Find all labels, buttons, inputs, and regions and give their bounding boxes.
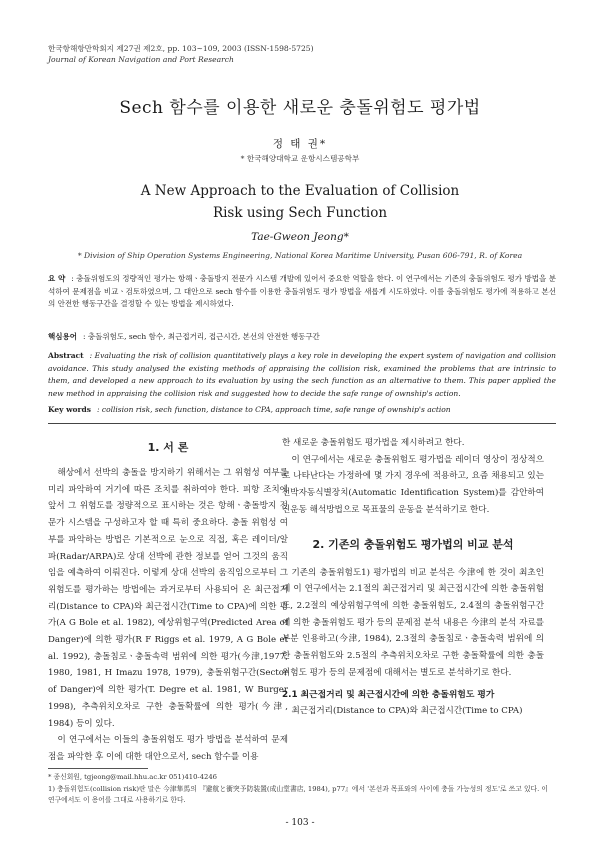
title-english-line1: A New Approach to the Evaluation of Collision: [140, 183, 460, 199]
abstract-english-label: Abstract: [48, 351, 84, 360]
section-1-heading: 1. 서 론: [147, 441, 189, 454]
journal-name-en: Journal of Korean Navigation and Port Research: [48, 55, 234, 64]
footnote-2: 1) 충돌위험도(collision risk)란 말은 今津隼馬의 『避航と衝突予防装置(成山堂書店, 1984), p77』에서 '본선과 목표와의 사이에 충돌 가능성의 정도'로 쓰고 있다. 이 연구에서도 이 용어를 그대로 사용하기로 한다.: [48, 785, 548, 804]
footnote-divider: [48, 768, 148, 769]
left-column: [48, 433, 288, 766]
title-korean: Sech 함수를 이용한 새로운 충돌위험도 평가법: [119, 98, 481, 118]
abstract-english-text: : Evaluating the risk of collision quantitatively plays a key role in developing the expert system of navigation and collision avoidance. This study analysed the existing methods of appraising the collision risk, examined the problems that are intrinsic to them, and developed a new approach to its evaluation by using the sech function as an alternative to them. This paper applied the new method in appraising the collision risk and suggested how to decide the safe range of ownship's action.: [48, 351, 556, 398]
keywords-korean-label: 핵심용어: [48, 332, 77, 341]
keywords-english-text: : collision risk, sech function, distance to CPA, approach time, safe range of ownship's action: [96, 405, 451, 414]
journal-citation: 한국항해항만학회지 제27권 제2호, pp. 103~109, 2003 (ISSN-1598-5725): [48, 44, 314, 53]
affiliation-korean: * 한국해양대학교 운항시스템공학부: [240, 154, 360, 163]
section-1-paragraph-4: 이 연구에서는 새로운 충돌위험도 평가법을 레이더 영상이 정상적으로 나타난다는 가정하에 몇 가지 경우에 적용하고, 요즘 채용되고 있는 선박자동식별장치(Automatic Identification System)를 감안하여 진운동 해석방법으로 목표물의 운동을 분석하기로 한다.: [282, 454, 544, 515]
abstract-korean-text: : 충돌위험도의 정량적인 평가는 항해ㆍ충돌방지 전문가 시스템 개발에 있어서 중요한 역할을 한다. 이 연구에서는 기존의 충돌위험도 평가 방법을 분석하여 문제점을 비교ㆍ검토하였으며, 그 대안으로 sech 함수를 이용한 충돌위험도 평가 방법을 새롭게 시도하였다. 이를 충돌위험도 평가에 적용하고 본선의 안전한 행동구간을 결정할 수 있는 방법을 제시하였다.: [48, 274, 556, 308]
title-english: [0, 180, 600, 224]
affiliation-english: * Division of Ship Operation Systems Engineering, National Korea Maritime University, Pusan 606-791, R. of Korea: [77, 251, 523, 260]
section-2-paragraph-1: 기존의 충돌위험도1) 평가법의 비교 분석은 今津에 한 것이 최초인데 이 연구에서는 2.1절의 최근접거리 및 최근접시간에 의한 충돌위험도, 2.2절의 예상위험구역에 의한 충돌위험도, 2.4절의 충돌위험구간에 의한 충돌위험도 평가 등의 문제점 분석 내용은 今津의 분석 자료를 부분 인용하고(今津, 1984), 2.3절의 충돌침로ㆍ충돌속력 범위에 의한 충돌위험도와 2.5절의 추측위치오차로 구한 충돌확률에 의한 충돌위험도 평가 등의 문제점에 대해서는 별도로 분석하기로 한다.: [282, 567, 544, 678]
abstract-korean: [48, 273, 556, 311]
keywords-english-label: Key words: [48, 405, 91, 414]
page-number: - 103 -: [285, 818, 315, 828]
subsection-2-1-heading: 2.1 최근접거리 및 최근접시간에 의한 충돌위험도 평가: [282, 690, 495, 701]
journal-header: [48, 43, 314, 65]
keywords-english: [48, 404, 556, 417]
header-divider: [48, 423, 556, 424]
abstract-english: [48, 350, 556, 400]
keywords-korean-text: : 충돌위험도, sech 함수, 최근접거리, 접근시간, 본선의 안전한 행동구간: [82, 332, 320, 341]
author-korean: 정 태 권*: [272, 138, 328, 150]
author-english: Tae-Gweon Jeong*: [251, 231, 349, 243]
subsection-2-1-paragraph-1: 최근접거리(Distance to CPA)와 최근접시간(Time to CPA): [291, 706, 523, 717]
section-1-paragraph-2: 이 연구에서는 이들의 충돌위험도 평가 방법을 분석하여 문제점을 파악한 후 이에 대한 대안으로서, sech 함수를 이용: [48, 735, 288, 762]
keywords-korean: [48, 331, 556, 344]
section-1-paragraph-1: 해상에서 선박의 충돌을 방지하기 위해서는 그 위험성 여부를 미리 파악하여 거기에 따른 조치를 취하여야 한다. 피항 조치에 앞서 그 위험도를 정량적으로 표시하는 것은 항해ㆍ충돌방지 전문가 시스템을 구성하고자 할 때 특히 중요하다. 충돌 위험성 여부를 파악하는 방법은 기본적으로 눈으로 직접, 혹은 레이더/알파(Radar/ARPA)로 상대 선박에 관한 정보를 얻어 그것의 움직임을 예측하여 이뤄진다. 이렇게 상대 선박의 움직임으로부터 그 위험도를 평가하는 방법에는 과거로부터 사용되어 온 최근접거리(Distance to CPA)와 최근접시간(Time to CPA)에 의한 평가(A G Bole et al. 1982), 예상위험구역(Predicted Area of Danger)에 의한 평가(R F Riggs et al. 1979, A G Bole et al. 1992), 충돌침로ㆍ충돌속력 범위에 의한 평가(今津,1977, 1980, 1981, H Imazu 1978, 1979), 충돌위험구간(Sector of Danger)에 의한 평가(T. Degre et al. 1981, W Burger 1998), 추측위치오차로 구한 충돌확률에 의한 평가(今津, 1984) 등이 있다.: [48, 468, 288, 729]
footnote-1: * 종신회원, tgjeong@mail.hhu.ac.kr 051)410-4246: [48, 773, 218, 781]
section-1-paragraph-3: 한 새로운 충돌위험도 평가법을 제시하려고 한다.: [282, 438, 465, 448]
section-2-heading: 2. 기존의 충돌위험도 평가법의 비교 분석: [312, 537, 514, 551]
abstract-korean-label: 요 약: [48, 274, 66, 283]
title-english-line2: Risk using Sech Function: [212, 205, 388, 221]
right-column: [282, 435, 544, 720]
